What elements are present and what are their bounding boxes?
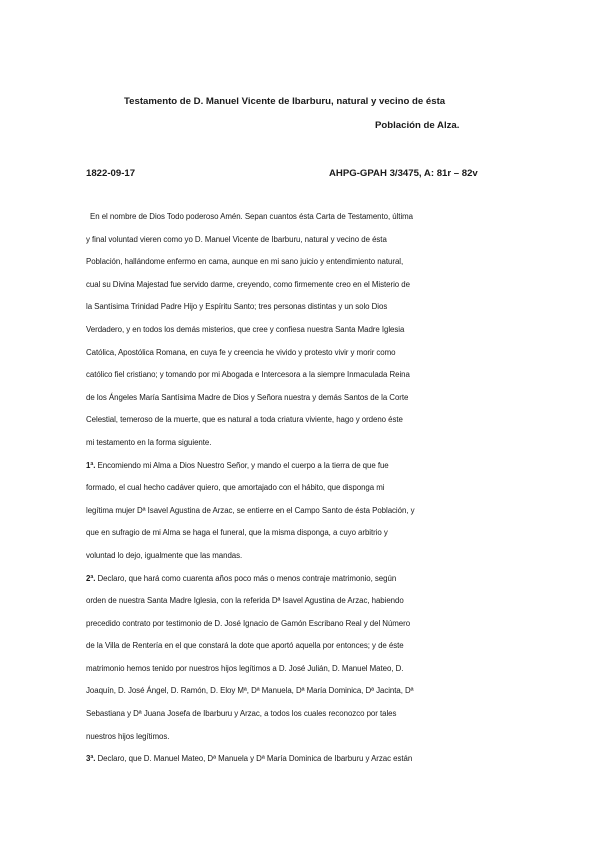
body-line: matrimonio hemos tenido por nuestros hijos legítimos a D. José Julián, D. Manuel Mateo, D. <box>86 663 404 673</box>
body-line-text: Encomiendo mi Alma a Dios Nuestro Señor, y mando el cuerpo a la tierra de que fue <box>97 460 389 470</box>
body-line: Sebastiana y Dª Juana Josefa de Ibarburu y Arzac, a todos los cuales reconozco por tales <box>86 709 397 719</box>
clause-marker-1: 1ª. <box>86 460 96 470</box>
body-line: orden de nuestra Santa Madre Iglesia, con la referida Dª Isavel Agustina de Arzac, habiendo <box>86 596 404 606</box>
body-line: precedido contrato por testimonio de D. José Ignacio de Gamón Escribano Real y del Número <box>86 618 411 628</box>
clause-marker-2: 2ª. <box>86 573 96 583</box>
body-line: Verdadero, y en todos los demás misterios, que cree y confiesa nuestra Santa Madre Iglesia <box>86 324 405 334</box>
body-line: cual su Divina Majestad fue servido darme, creyendo, como firmemente creo en el Misterio de <box>86 279 410 289</box>
body-line: Población, hallándome enfermo en cama, aunque en mi sano juicio y entendimiento natural, <box>86 257 404 267</box>
body-line: que en sufragio de mi Alma se haga el funeral, que la misma disponga, a cuyo arbitrio y <box>86 528 388 538</box>
body-line-text: Declaro, que hará como cuarenta años poco más o menos contraje matrimonio, según <box>97 573 397 583</box>
document-title-line-1: Testamento de D. Manuel Vicente de Ibarburu, natural y vecino de ésta <box>124 96 446 107</box>
body-line: Joaquín, D. José Ángel, D. Ramón, D. Eloy Mª, Dª Manuela, Dª María Dominica, Dª Jacinta, Dª <box>86 686 414 696</box>
clause-2-line <box>86 568 514 591</box>
testament-body <box>86 206 514 771</box>
body-line: voluntad lo dejo, igualmente que las mandas. <box>86 550 243 560</box>
body-line: católico fiel cristiano; y tomando por mi Abogada e Intercesora a la siempre Inmaculada Reina <box>86 370 410 380</box>
clause-1-line <box>86 455 514 478</box>
document-date: 1822-09-17 <box>86 168 136 179</box>
document-title-line-2: Población de Alza. <box>375 120 460 131</box>
body-line: la Santísima Trinidad Padre Hijo y Espíritu Santo; tres personas distintas y un solo Dios <box>86 302 388 312</box>
clause-3-line <box>86 748 514 771</box>
body-line: formado, el cual hecho cadáver quiero, que amortajado con el hábito, que disponga mi <box>86 483 385 493</box>
body-line: legítima mujer Dª Isavel Agustina de Arzac, se entierre en el Campo Santo de ésta Población, y <box>86 505 415 515</box>
body-line: mi testamento en la forma siguiente. <box>86 437 212 447</box>
body-line: Católica, Apostólica Romana, en cuya fe y creencia he vivido y protesto vivir y morir como <box>86 347 396 357</box>
body-line: de los Ángeles María Santísima Madre de Dios y Señora nuestra y demás Santos de la Corte <box>86 392 409 402</box>
body-line: nuestros hijos legítimos. <box>86 731 170 741</box>
body-line: En el nombre de Dios Todo poderoso Amén. Sepan cuantos ésta Carta de Testamento, última <box>90 212 414 221</box>
body-line-text: Declaro, que D. Manuel Mateo, Dª Manuela y Dª María Dominica de Ibarburu y Arzac están <box>97 754 413 764</box>
body-line: de la Villa de Rentería en el que constará la dote que aportó aquella por entonces; y de éste <box>86 641 404 651</box>
clause-marker-3: 3ª. <box>86 754 96 764</box>
body-line: Celestial, temeroso de la muerte, que es natural a toda criatura viviente, hago y ordeno éste <box>86 415 403 425</box>
archive-reference: AHPG-GPAH 3/3475, A: 81r – 82v <box>329 168 478 179</box>
body-line: y final voluntad vieren como yo D. Manuel Vicente de Ibarburu, natural y vecino de ésta <box>86 234 387 244</box>
